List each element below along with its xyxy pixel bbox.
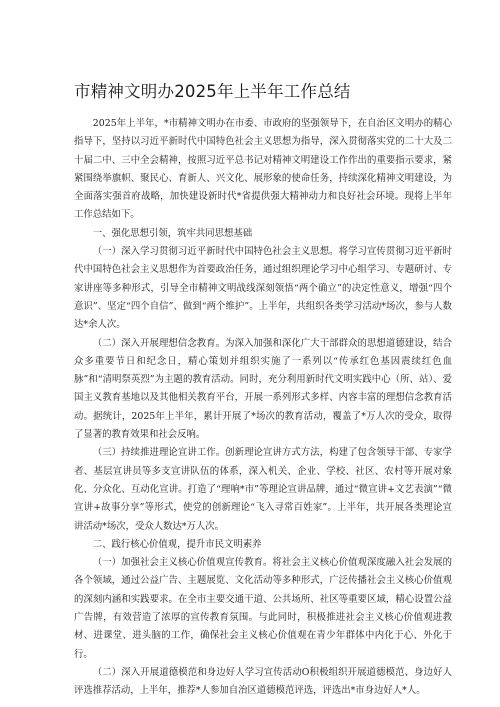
section-1-item-2: （二）深入开展理想信念教育。为深入加强和深化广大干部群众的思想道德建设，结合众多重要节日和纪念日，精心策划并组织实施了一系列以“传承红色基因震续红色血脉”和“清明祭英烈”为主题的教育活动。同时，充分利用新时代文明实践中心（所、站）、爱国主义教育基地以及其他相关教育平台，开展一系列形式多样、内容丰富的理想信念教育活动。据统计，2025年上半年，累计开展了*场次的教育活动，覆盖了*万人次的受众，取得了显著的教育效果和社会反响。 xyxy=(74,337,452,441)
section-heading-2: 二、践行核心价值观，提升市民文明素养 xyxy=(92,538,262,550)
section-heading-1: 一、强化思想引领，筑牢共同思想基础 xyxy=(92,227,253,239)
section-2-item-2: （二）深入开展道德模范和身边好人学习宣传活动O积极组织开展道德模范、身边好人评选推荐活动，上半年，推荐*人参加自治区道德模范评选，评选出*市身边好人*人。 xyxy=(74,666,452,697)
intro-paragraph: 2025年上半年，*市精神文明办在市委、市政府的坚强领导下，在自治区文明办的精心指导下，坚持以习近平新时代中国特色社会主义思想为指导，深入贯彻落实党的二十大及二十届二中、三中全会精神，按照习近平总书记对精神文明建设工作作出的重要指示要求，紧紧围绕举旗帜、聚民心、育新人、兴文化、展形象的使命任务，持续深化精神文明建设，为全面落实强首府战略，加快建设新时代*省提供强大精神动力和良好社会环境。现将上半年工作总结如下。 xyxy=(74,118,452,221)
section-1-item-1: （一）深入学习贯彻习近平新时代中国特色社会主义思想。将学习宣传贯彻习近平新时代中国特色社会主义思想作为首要政治任务，通过组织理论学习中心组学习、专题研讨、专家讲座等多种形式，引导全市精神文明战线深刻领悟“两个确立”的决定性意义，增强“四个意识”、坚定“四个自信”、做到“两个维护”。上半年，共组织各类学习活动*场次，参与人数达*余人次。 xyxy=(74,246,452,331)
section-1-item-3: （三）持续推进理论宣讲工作。创新理论宣讲方式方法，构建了包含领导干部、专家学者、基层宣讲员等多支宣讲队伍的体系，深入机关、企业、学校、社区、农村等开展对象化、分众化、互动化宣讲。打造了“理响*市”等理论宣讲品牌，通过“微宣讲+文艺表演”“微宣讲+故事分享”等形式，使党的创新理论“飞入寻常百姓家”。上半年，共开展各类理论宣讲活动*场次，受众人数达*万人次。 xyxy=(74,447,452,532)
section-2-item-1: （一）加强社会主义核心价值观宣传教育。将社会主义核心价值观深度融入社会发展的各个领域，通过公益广告、主题展览、文化活动等多种形式，广泛传播社会主义核心价值观的深刻内涵和实践要求。在全市主要交通干道、公共场所、社区等重要区域，精心设置公益广告牌，有效营造了浓厚的宣传教育氛围。与此同时，积极推进社会主义核心价值观进教材、进课堂、进头脑的工作，确保社会主义核心价值观在青少年群体中内化于心、外化于行。 xyxy=(74,557,452,660)
document-title: 市精神文明办2025年上半年工作总结 xyxy=(74,82,351,101)
document-body xyxy=(74,115,452,701)
